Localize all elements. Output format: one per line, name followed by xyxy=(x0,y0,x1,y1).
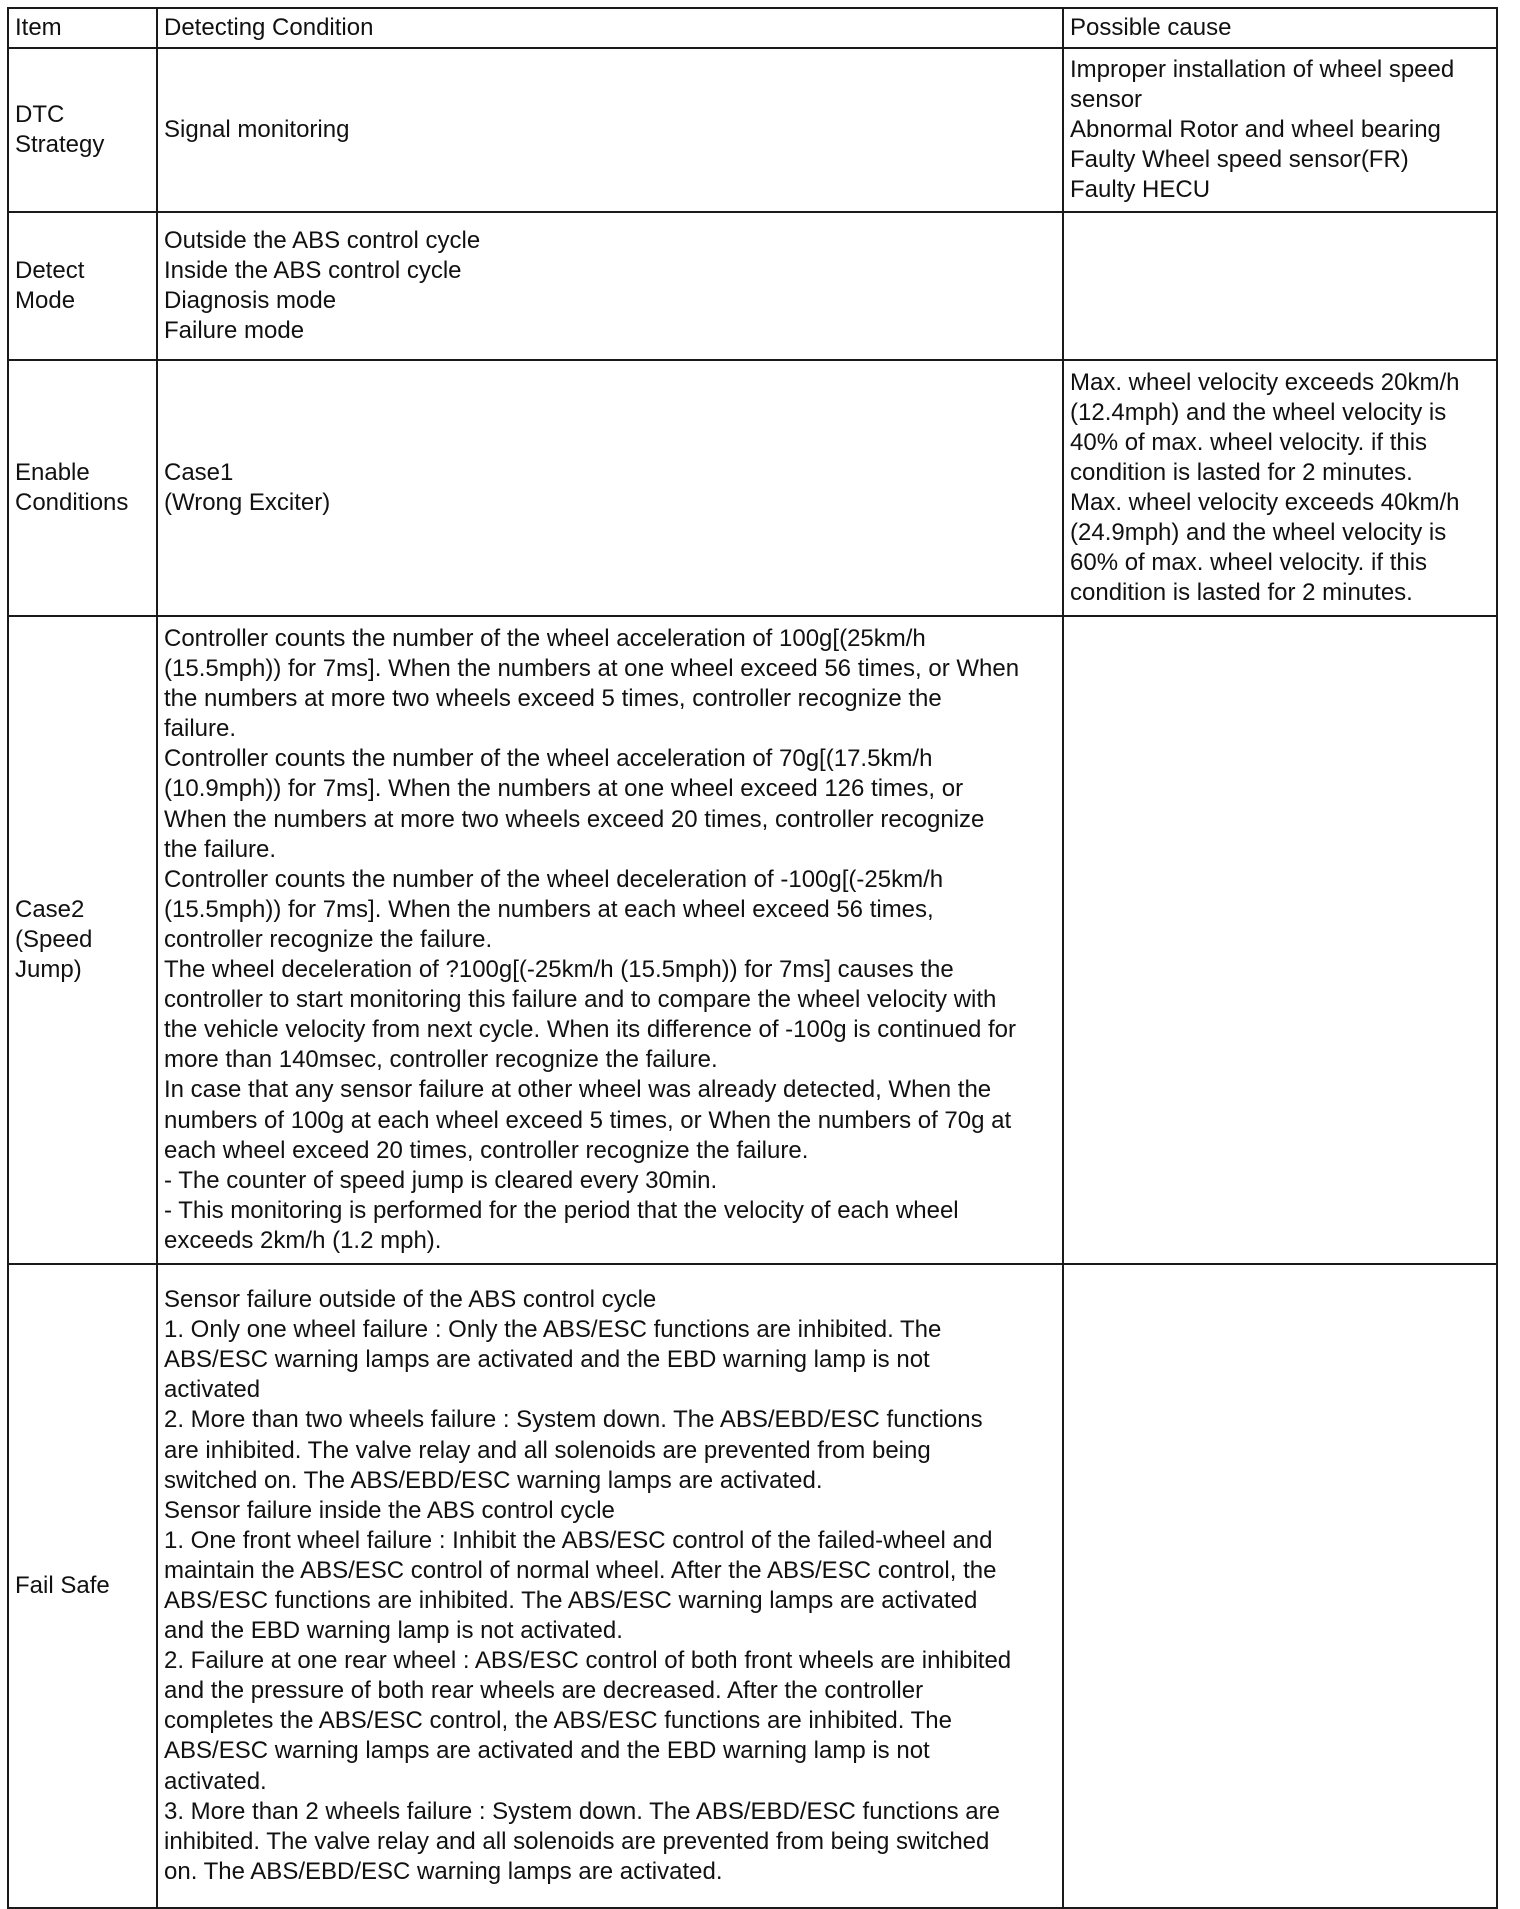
item-line: Strategy xyxy=(15,131,105,158)
item-line: Case2 xyxy=(15,895,85,923)
condition-line: 3. More than 2 wheels failure : System down. The ABS/EBD/ESC functions are xyxy=(164,1797,1000,1825)
condition-line: Controller counts the number of the wheel acceleration of 70g[(17.5km/h xyxy=(164,745,933,773)
condition-line: When the numbers at more two wheels exceed 20 times, controller recognize xyxy=(164,805,985,833)
cause-cell xyxy=(1063,48,1497,212)
condition-line: are inhibited. The valve relay and all solenoids are prevented from being xyxy=(164,1436,931,1464)
cause-line: Abnormal Rotor and wheel bearing xyxy=(1070,115,1441,143)
condition-line: - The counter of speed jump is cleared every 30min. xyxy=(164,1166,718,1194)
table-row xyxy=(8,360,1497,616)
condition-line: exceeds 2km/h (1.2 mph). xyxy=(164,1226,442,1254)
table-row xyxy=(8,48,1497,212)
condition-line: Case1 xyxy=(164,458,234,486)
item-cell xyxy=(8,1264,157,1908)
condition-cell xyxy=(157,360,1063,616)
condition-line: the vehicle velocity from next cycle. When its difference of -100g is continued for xyxy=(164,1016,1016,1044)
condition-line: Diagnosis mode xyxy=(164,287,337,314)
condition-line: Signal monitoring xyxy=(164,115,350,143)
condition-line: (15.5mph)) for 7ms]. When the numbers at one wheel exceed 56 times, or When xyxy=(164,655,1020,683)
item-cell xyxy=(8,360,157,616)
condition-line: ABS/ESC functions are inhibited. The ABS/ESC warning lamps are activated xyxy=(164,1587,978,1614)
item-line: Conditions xyxy=(15,489,129,516)
item-line: Mode xyxy=(15,287,76,314)
table-row xyxy=(8,616,1497,1264)
condition-line: maintain the ABS/ESC control of normal wheel. After the ABS/ESC control, the xyxy=(164,1556,997,1584)
item-line: Fail Safe xyxy=(15,1571,110,1599)
cause-line: Improper installation of wheel speed xyxy=(1070,55,1455,83)
cause-line: Max. wheel velocity exceeds 20km/h xyxy=(1070,368,1460,396)
cause-line: 40% of max. wheel velocity. if this xyxy=(1070,428,1428,456)
cause-line: Faulty HECU xyxy=(1070,176,1211,204)
condition-line: activated. xyxy=(164,1767,267,1795)
condition-line: controller to start monitoring this failure and to compare the wheel velocity with xyxy=(164,986,997,1014)
condition-line: - This monitoring is performed for the period that the velocity of each wheel xyxy=(164,1196,959,1224)
condition-line: 1. One front wheel failure : Inhibit the ABS/ESC control of the failed-wheel and xyxy=(164,1526,993,1554)
item-line: Detect xyxy=(15,256,85,284)
condition-line: (15.5mph)) for 7ms]. When the numbers at each wheel exceed 56 times, xyxy=(164,895,934,923)
condition-line: completes the ABS/ESC control, the ABS/ESC functions are inhibited. The xyxy=(164,1707,952,1735)
item-line: (Speed xyxy=(15,925,93,953)
condition-line: The wheel deceleration of ?100g[(-25km/h (15.5mph)) for 7ms] causes the xyxy=(164,956,954,984)
cause-line: 60% of max. wheel velocity. if this xyxy=(1070,549,1428,577)
condition-line: on. The ABS/EBD/ESC warning lamps are activated. xyxy=(164,1857,723,1885)
cause-cell xyxy=(1063,212,1497,360)
condition-line: each wheel exceed 20 times, controller recognize the failure. xyxy=(164,1136,809,1164)
table-header-row xyxy=(8,8,1497,48)
condition-line: failure. xyxy=(164,715,237,743)
header-condition xyxy=(157,8,1063,48)
table-row xyxy=(8,1264,1497,1908)
item-cell xyxy=(8,48,157,212)
cause-line: Max. wheel velocity exceeds 40km/h xyxy=(1070,489,1460,516)
condition-line: ABS/ESC warning lamps are activated and the EBD warning lamp is not xyxy=(164,1737,930,1765)
condition-line: inhibited. The valve relay and all solenoids are prevented from being switched xyxy=(164,1827,990,1855)
condition-line: 1. Only one wheel failure : Only the ABS/ESC functions are inhibited. The xyxy=(164,1316,942,1344)
item-line: Enable xyxy=(15,458,90,486)
condition-line: controller recognize the failure. xyxy=(164,925,493,953)
condition-line: Controller counts the number of the wheel acceleration of 100g[(25km/h xyxy=(164,625,926,653)
cause-line: condition is lasted for 2 minutes. xyxy=(1070,579,1413,607)
condition-line: Failure mode xyxy=(164,317,305,345)
cause-line: (24.9mph) and the wheel velocity is xyxy=(1070,519,1447,547)
condition-line: (10.9mph)) for 7ms]. When the numbers at one wheel exceed 126 times, or xyxy=(164,775,964,803)
condition-line: In case that any sensor failure at other wheel was already detected, When the xyxy=(164,1076,992,1104)
item-cell xyxy=(8,212,157,360)
item-line: DTC xyxy=(15,100,65,128)
condition-line: Sensor failure inside the ABS control cycle xyxy=(164,1496,615,1524)
table-row xyxy=(8,212,1497,360)
condition-line: 2. More than two wheels failure : System down. The ABS/EBD/ESC functions xyxy=(164,1406,983,1434)
condition-line: more than 140msec, controller recognize the failure. xyxy=(164,1046,718,1074)
condition-line: numbers of 100g at each wheel exceed 5 times, or When the numbers of 70g at xyxy=(164,1106,1012,1134)
cause-cell xyxy=(1063,1264,1497,1908)
condition-line: activated xyxy=(164,1376,261,1404)
header-cause-text: Possible cause xyxy=(1070,13,1232,41)
condition-line: the failure. xyxy=(164,835,277,863)
condition-line: Controller counts the number of the wheel deceleration of -100g[(-25km/h xyxy=(164,865,944,893)
cause-line: (12.4mph) and the wheel velocity is xyxy=(1070,398,1447,426)
cause-line: condition is lasted for 2 minutes. xyxy=(1070,458,1413,486)
condition-line: Sensor failure outside of the ABS control cycle xyxy=(164,1286,657,1314)
condition-line: switched on. The ABS/EBD/ESC warning lamps are activated. xyxy=(164,1466,823,1494)
item-line: Jump) xyxy=(15,956,82,984)
dtc-table xyxy=(7,7,1498,1909)
header-item xyxy=(8,8,157,48)
condition-line: the numbers at more two wheels exceed 5 times, controller recognize the xyxy=(164,685,942,713)
condition-line: (Wrong Exciter) xyxy=(164,489,331,516)
cause-cell xyxy=(1063,616,1497,1264)
condition-line: and the pressure of both rear wheels are decreased. After the controller xyxy=(164,1677,924,1705)
condition-line: and the EBD warning lamp is not activated. xyxy=(164,1617,623,1645)
condition-line: Inside the ABS control cycle xyxy=(164,256,462,284)
header-cause xyxy=(1063,8,1497,48)
item-cell xyxy=(8,616,157,1264)
header-condition-text: Detecting Condition xyxy=(164,13,374,41)
condition-line: Outside the ABS control cycle xyxy=(164,226,481,254)
header-item-text: Item xyxy=(15,13,62,41)
condition-cell xyxy=(157,1264,1063,1908)
condition-cell xyxy=(157,48,1063,212)
condition-line: 2. Failure at one rear wheel : ABS/ESC control of both front wheels are inhibited xyxy=(164,1647,1012,1675)
condition-cell xyxy=(157,212,1063,360)
cause-line: sensor xyxy=(1070,85,1143,113)
cause-line: Faulty Wheel speed sensor(FR) xyxy=(1070,146,1409,174)
condition-line: ABS/ESC warning lamps are activated and the EBD warning lamp is not xyxy=(164,1346,930,1374)
condition-cell xyxy=(157,616,1063,1264)
cause-cell xyxy=(1063,360,1497,616)
